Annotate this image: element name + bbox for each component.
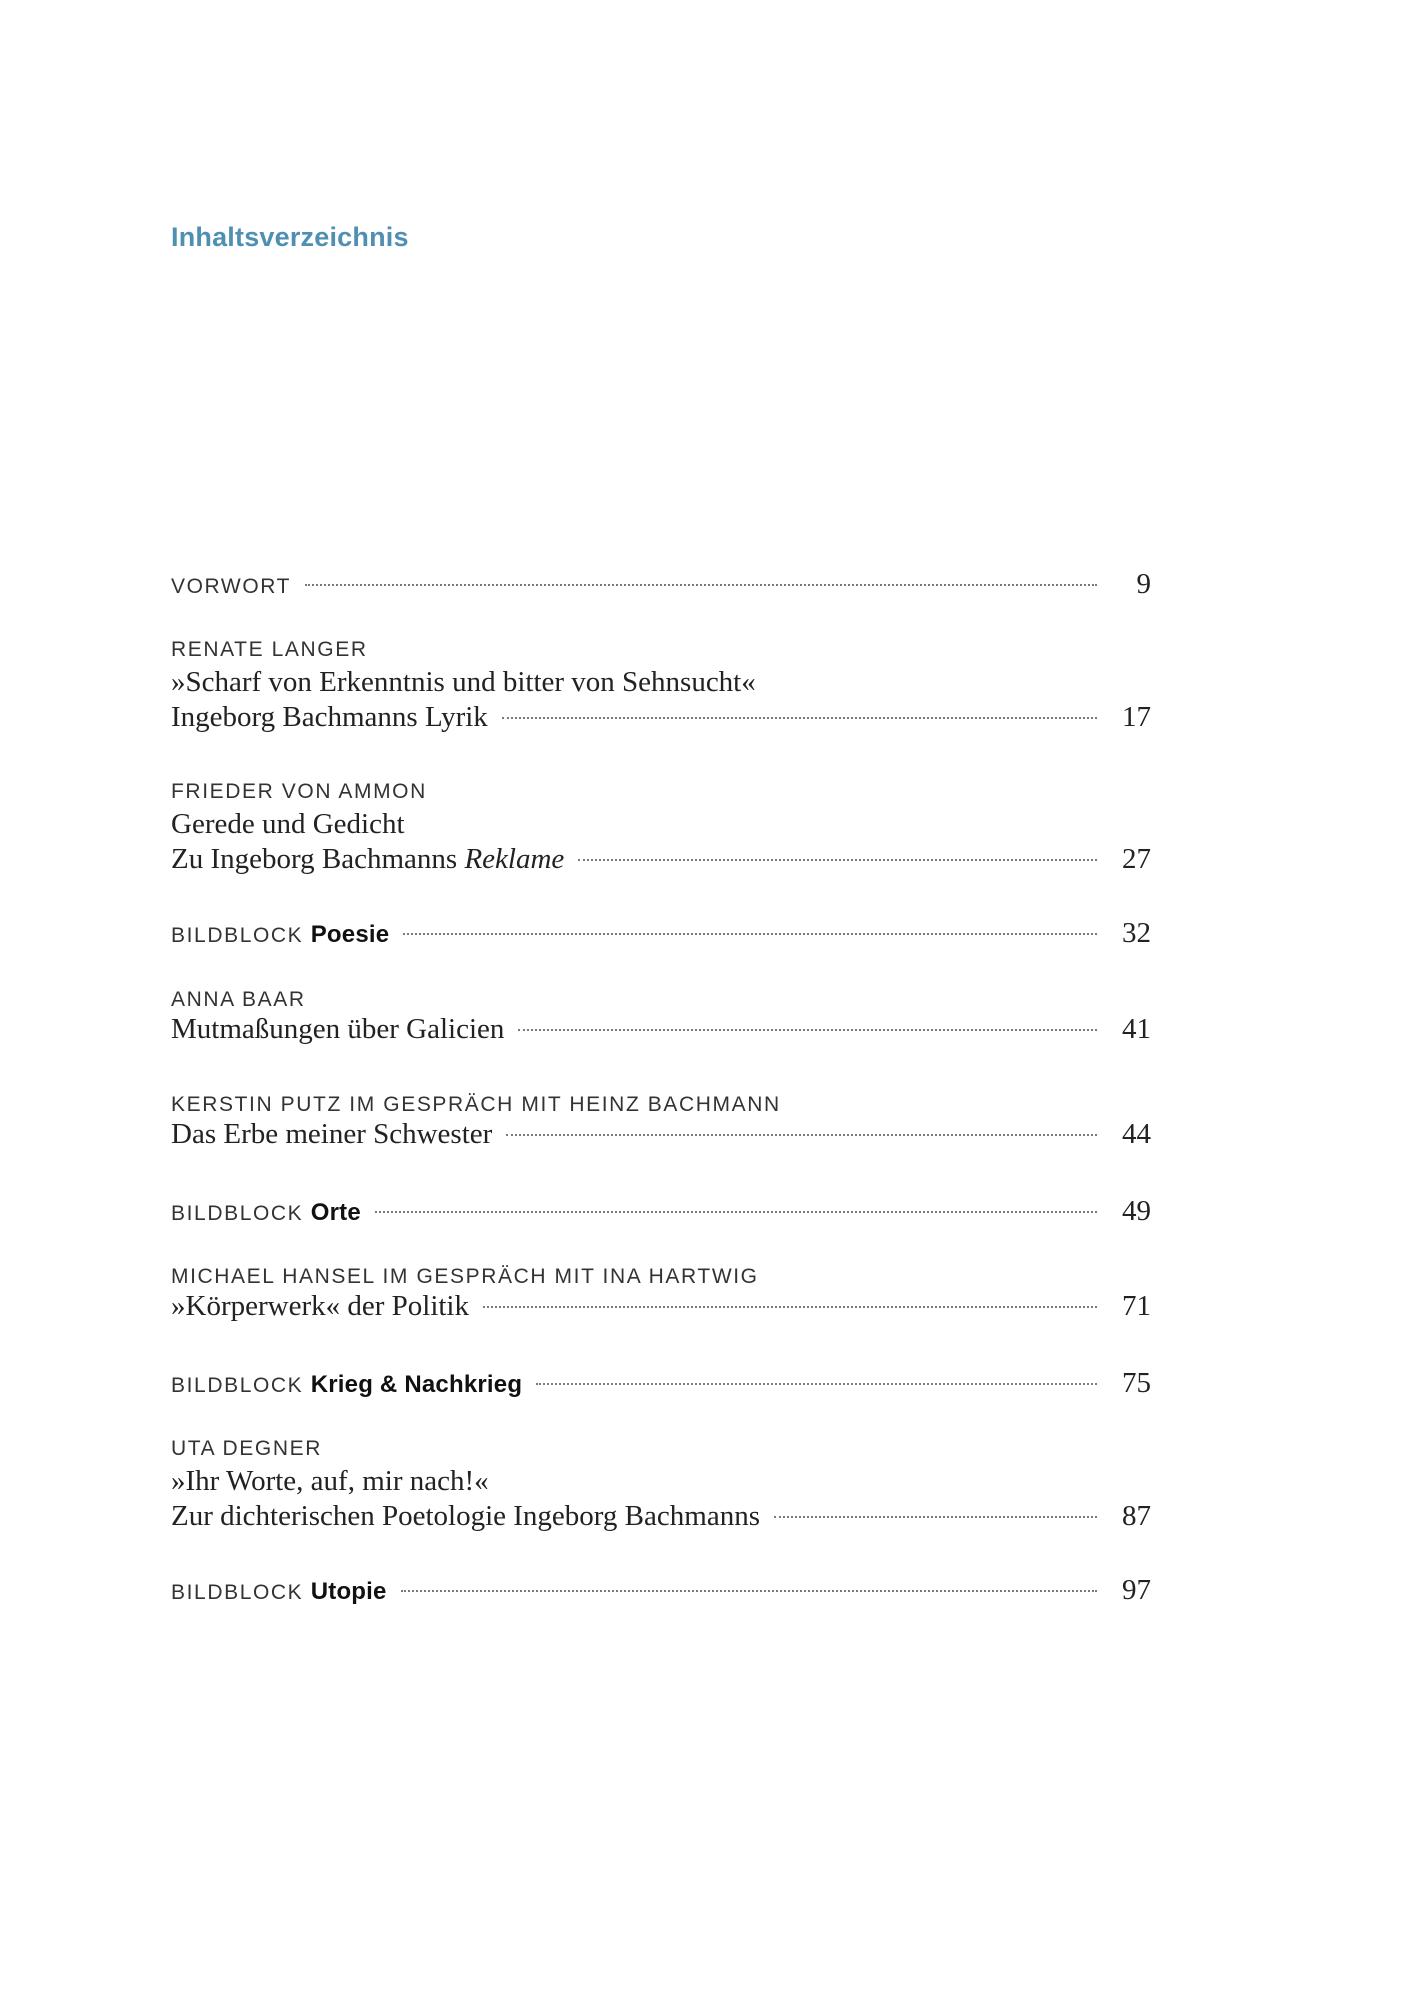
entry-title: »Körperwerk« der Politik (171, 1290, 469, 1322)
toc-row (171, 1118, 1151, 1151)
page-number: 27 (1122, 843, 1151, 875)
dot-leader (536, 1383, 1097, 1385)
dot-leader (305, 584, 1097, 586)
page-number: 17 (1122, 701, 1151, 733)
toc-row (171, 568, 1151, 601)
page-number: 71 (1122, 1290, 1151, 1322)
page-number: 44 (1122, 1118, 1151, 1150)
entry-subtitle-text: Zu Ingeborg Bachmanns (171, 843, 465, 875)
toc-entry-degner[interactable] (171, 1436, 1151, 1533)
dot-leader (502, 717, 1097, 719)
entry-label (171, 1578, 387, 1606)
page-number: 75 (1122, 1367, 1151, 1399)
entry-label (171, 1199, 361, 1227)
entry-title: Das Erbe meiner Schwester (171, 1118, 493, 1150)
entry-author: ANNA BAAR (171, 988, 306, 1011)
bildblock-name: Poesie (310, 921, 390, 948)
toc-row (171, 1195, 1151, 1228)
entry-subtitle-italic: Reklame (464, 843, 565, 875)
dot-leader (375, 1211, 1097, 1213)
page-number: 32 (1122, 917, 1151, 949)
toc-row (171, 917, 1151, 950)
page-number: 9 (1136, 568, 1151, 600)
bildblock-prefix: BILDBLOCK (171, 1374, 304, 1397)
toc-row (171, 1013, 1151, 1046)
entry-title: »Scharf von Erkenntnis und bitter von Sehnsucht« (171, 666, 756, 698)
toc-entry-bildblock-poesie[interactable] (171, 917, 1151, 950)
dot-leader (403, 933, 1097, 935)
toc-entry-putz[interactable] (171, 1092, 1151, 1151)
bildblock-prefix: BILDBLOCK (171, 1581, 304, 1604)
toc-row (171, 1367, 1151, 1400)
entry-subtitle: Zur dichterischen Poetologie Ingeborg Bachmanns (171, 1500, 760, 1532)
toc-entry-langer[interactable] (171, 637, 1151, 734)
bildblock-name: Orte (310, 1199, 361, 1226)
toc-row (171, 1574, 1151, 1607)
entry-subtitle: Ingeborg Bachmanns Lyrik (171, 701, 488, 733)
toc-entry-bildblock-krieg[interactable] (171, 1367, 1151, 1400)
entry-author: KERSTIN PUTZ IM GESPRÄCH MIT HEINZ BACHMANN (171, 1093, 781, 1116)
entry-title: »Ihr Worte, auf, mir nach!« (171, 1465, 489, 1497)
bildblock-name: Utopie (310, 1578, 387, 1605)
dot-leader (774, 1516, 1097, 1518)
entry-author: FRIEDER VON AMMON (171, 780, 427, 803)
entry-author: RENATE LANGER (171, 638, 368, 661)
entry-title: Mutmaßungen über Galicien (171, 1013, 505, 1045)
page-title: Inhaltsverzeichnis (171, 222, 409, 252)
dot-leader (483, 1306, 1097, 1308)
page-number: 87 (1122, 1500, 1151, 1532)
page-number: 49 (1122, 1195, 1151, 1227)
dot-leader (578, 859, 1097, 861)
page-number: 97 (1122, 1574, 1151, 1606)
entry-author: UTA DEGNER (171, 1437, 322, 1460)
toc-entry-baar[interactable] (171, 987, 1151, 1046)
entry-subtitle (171, 843, 564, 876)
toc-entry-vorwort[interactable] (171, 568, 1151, 601)
bildblock-prefix: BILDBLOCK (171, 924, 304, 947)
toc-row (171, 701, 1151, 734)
dot-leader (518, 1029, 1097, 1031)
entry-label: VORWORT (171, 575, 292, 598)
toc-entry-bildblock-utopie[interactable] (171, 1574, 1151, 1607)
page-number: 41 (1122, 1013, 1151, 1045)
toc-entry-bildblock-orte[interactable] (171, 1195, 1151, 1228)
entry-author: MICHAEL HANSEL IM GESPRÄCH MIT INA HARTWIG (171, 1265, 759, 1288)
toc-row (171, 1500, 1151, 1533)
toc-row (171, 843, 1151, 876)
toc-entry-von-ammon[interactable] (171, 779, 1151, 876)
toc-row (171, 1290, 1151, 1323)
entry-label (171, 1371, 522, 1399)
bildblock-name: Krieg & Nachkrieg (310, 1371, 523, 1398)
entry-label (171, 921, 389, 949)
bildblock-prefix: BILDBLOCK (171, 1202, 304, 1225)
entry-title: Gerede und Gedicht (171, 808, 405, 840)
dot-leader (506, 1134, 1097, 1136)
dot-leader (401, 1590, 1097, 1592)
toc-entry-hansel[interactable] (171, 1264, 1151, 1323)
